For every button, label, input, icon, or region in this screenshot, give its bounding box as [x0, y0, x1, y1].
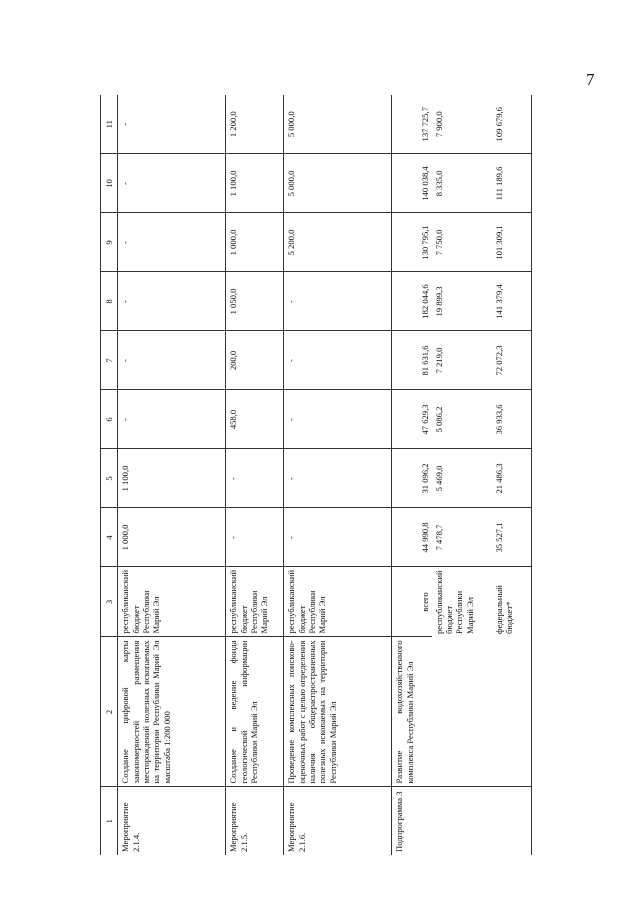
- value-cell: 5 200,0: [284, 213, 392, 272]
- value-cell: 19 899,3: [432, 272, 492, 331]
- value-cell: 7 900,0: [432, 95, 492, 154]
- table-row: [392, 95, 432, 855]
- header-cell: 8: [101, 272, 118, 331]
- funding-source: республиканский бюджет Республики Марий Эл: [118, 567, 226, 637]
- value-cell: -: [118, 390, 226, 449]
- value-cell: 1 100,0: [226, 154, 284, 213]
- value-cell: 36 933,6: [492, 390, 532, 449]
- value-cell: 81 631,6: [392, 331, 432, 390]
- value-cell: -: [118, 154, 226, 213]
- value-cell: 137 725,7: [392, 95, 432, 154]
- header-cell: 11: [101, 95, 118, 154]
- value-cell: 72 072,3: [492, 331, 532, 390]
- rotated-table-wrapper: [100, 95, 640, 855]
- budget-table: [100, 95, 532, 855]
- value-cell: 1 200,0: [226, 95, 284, 154]
- value-cell: 1 000,0: [226, 213, 284, 272]
- value-cell: 1 000,0: [118, 508, 226, 567]
- value-cell: 7 219,0: [432, 331, 492, 390]
- header-row: [101, 95, 118, 855]
- table-row: [284, 95, 392, 855]
- event-id: Мероприятие 2.1.5.: [226, 787, 284, 855]
- value-cell: 130 795,1: [392, 213, 432, 272]
- subprogram-id: Подпрограмма 3: [392, 787, 532, 855]
- value-cell: 200,0: [226, 331, 284, 390]
- header-cell: 4: [101, 508, 118, 567]
- value-cell: 101 309,1: [492, 213, 532, 272]
- event-description: Проведение комплексных поисково-оценочных работ с целью определения наличия общераспространенных полезных ископаемых на территории Республики Марий Эл: [284, 637, 392, 787]
- funding-source: республиканский бюджет Республики Марий Эл: [433, 570, 475, 634]
- value-cell: 5 000,0: [284, 95, 392, 154]
- value-cell: 35 527,1: [492, 508, 532, 567]
- event-id: Мероприятие 2.1.4.: [118, 787, 226, 855]
- event-description: Создание цифровой карты закономерностей размещения месторождений полезных ископаемых на территории Республики Марий Эл масштаба 1:200 000: [118, 637, 226, 787]
- value-cell: 111 189,6: [492, 154, 532, 213]
- value-cell: 5 086,2: [432, 390, 492, 449]
- value-cell: 5 000,0: [284, 154, 392, 213]
- funding-source: республиканский бюджет Республики Марий Эл: [284, 567, 392, 637]
- header-cell: 10: [101, 154, 118, 213]
- table-row: [226, 95, 284, 855]
- value-cell: 31 096,2: [392, 449, 432, 508]
- value-cell: 47 629,3: [392, 390, 432, 449]
- page-number: 7: [586, 70, 595, 89]
- value-cell: 5 469,0: [432, 449, 492, 508]
- value-cell: -: [118, 213, 226, 272]
- header-cell: 6: [101, 390, 118, 449]
- table-row: [118, 95, 226, 855]
- event-description: Создание и ведение фонда геологической информации Республики Марий Эл: [226, 637, 284, 787]
- value-cell: 21 486,3: [492, 449, 532, 508]
- value-cell: 109 679,6: [492, 95, 532, 154]
- value-cell: -: [284, 508, 392, 567]
- value-cell: -: [284, 272, 392, 331]
- value-cell: -: [118, 272, 226, 331]
- value-cell: 8 335,0: [432, 154, 492, 213]
- funding-source: всего: [392, 567, 432, 637]
- funding-source: федеральный бюджет*: [492, 567, 532, 637]
- value-cell: -: [226, 508, 284, 567]
- value-cell: -: [118, 95, 226, 154]
- value-cell: 140 038,4: [392, 154, 432, 213]
- value-cell: 7 750,0: [432, 213, 492, 272]
- value-cell: 1 050,0: [226, 272, 284, 331]
- header-cell: 2: [101, 637, 118, 787]
- value-cell: 182 044,6: [392, 272, 432, 331]
- header-cell: 5: [101, 449, 118, 508]
- value-cell: 1 100,0: [118, 449, 226, 508]
- value-cell: -: [284, 331, 392, 390]
- value-cell: -: [226, 449, 284, 508]
- header-cell: 7: [101, 331, 118, 390]
- value-cell: -: [284, 390, 392, 449]
- header-cell: 1: [101, 787, 118, 855]
- value-cell: 458,0: [226, 390, 284, 449]
- value-cell: 141 379,4: [492, 272, 532, 331]
- funding-source: республиканский бюджет Республики Марий Эл: [226, 567, 284, 637]
- value-cell: 44 990,8: [392, 508, 432, 567]
- subprogram-description: Развитие водохозяйственного комплекса Республики Марий Эл: [392, 637, 532, 787]
- value-cell: 7 478,7: [432, 508, 492, 567]
- header-cell: 3: [101, 567, 118, 637]
- value-cell: -: [118, 331, 226, 390]
- header-cell: 9: [101, 213, 118, 272]
- value-cell: -: [284, 449, 392, 508]
- event-id: Мероприятие 2.1.6.: [284, 787, 392, 855]
